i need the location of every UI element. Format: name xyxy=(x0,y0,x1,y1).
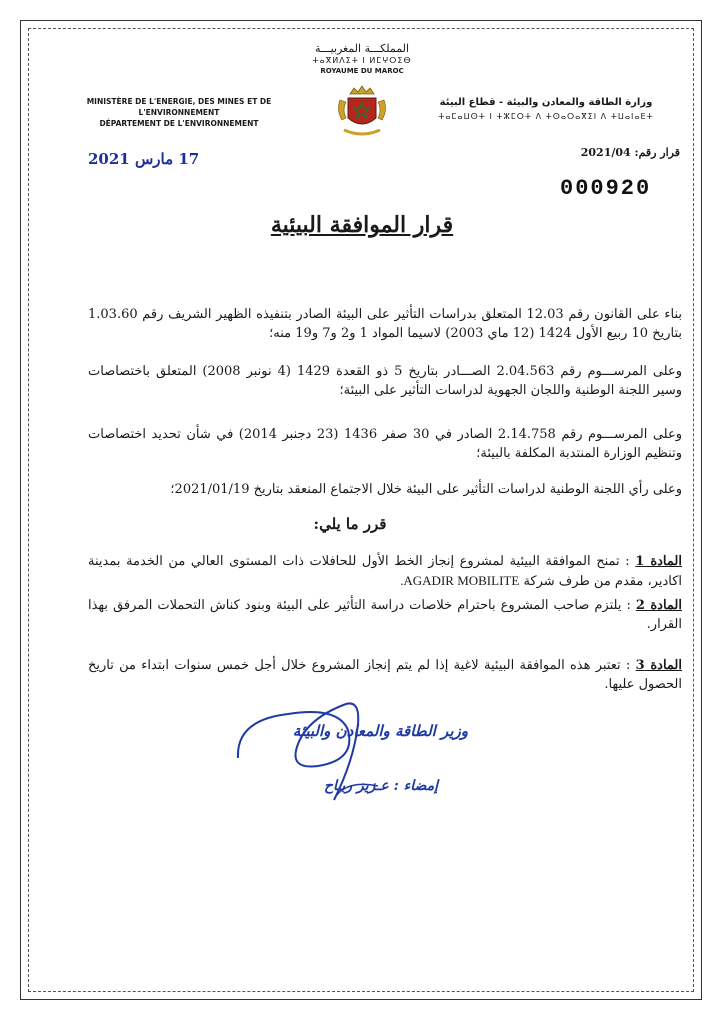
article-2-text: : يلتزم صاحب المشروع باحترام خلاصات دراسة التأثير على البيئة وبنود كناش التحملات المرفق بهذا القرار. xyxy=(88,598,682,632)
signatory-title: وزير الطاقة والمعادن والبيئة xyxy=(292,722,468,740)
article-2 xyxy=(88,596,682,634)
decides-heading: قرر ما يلي: xyxy=(313,515,387,533)
ministry-arabic: وزارة الطاقة والمعادن والبيئة - قطاع البيئة xyxy=(439,97,653,108)
ministry-french-line1: MINISTÈRE DE L'ENERGIE, DES MINES ET DE L'ENVIRONNEMENT xyxy=(86,97,272,117)
article-1-text: : تمنح الموافقة البيئية لمشروع إنجاز الخط الأول للحافلات ذات المستوى العالي من الخدمة بمدينة اكادير، مقدم من طرف شركة xyxy=(88,554,682,589)
paragraph-decree-2: وعلى المرســـوم رقم 2.14.758 الصادر في 30 صفر 1436 (23 دجنبر 2014) في شأن تحديد اختصاصات وتنظيم الوزارة المنتدبة المكلفة بالبيئة؛ xyxy=(88,427,683,461)
article-1 xyxy=(88,552,682,591)
paragraph-decree-1: وعلى المرســـوم رقم 2.04.563 الصـــادر بتاريخ 5 ذو القعدة 1429 (4 نونبر 2008) المتعلق باختصاصات وسير اللجنة الوطنية واللجان الجهوية لدراسات التأثير على البيئة؛ xyxy=(88,364,682,398)
article-3-text: : تعتبر هذه الموافقة البيئية لاغية إذا لم يتم إنجاز المشروع خلال أجل خمس سنوات ابتداء من تاريخ الحصول عليها. xyxy=(88,658,682,692)
stamp-date: 17 مارس 2021 xyxy=(88,150,200,168)
kingdom-french: ROYAUME DU MAROC xyxy=(320,67,404,75)
kingdom-heading xyxy=(300,42,424,76)
article-2-label: المادة 2 xyxy=(635,598,682,613)
article-1-label: المادة 1 xyxy=(635,554,682,569)
signature-block xyxy=(228,700,468,810)
article-3 xyxy=(88,656,682,694)
page-border-inner xyxy=(28,28,694,992)
kingdom-arabic: المملكـــة المغربيـــة xyxy=(315,42,409,55)
paragraph-committee: وعلى رأي اللجنة الوطنية لدراسات التأثير على البيئة خلال الاجتماع المنعقد بتاريخ 2021/01/19؛ xyxy=(170,482,682,497)
serial-number: 000920 xyxy=(560,176,652,201)
document-title: قرار الموافقة البيئية xyxy=(270,212,454,238)
royal-emblem-icon xyxy=(330,84,394,142)
paragraph-law: بناء على القانون رقم 12.03 المتعلق بدراسات التأثير على البيئة الصادر بتنفيذه الظهير الشريف رقم 1.03.60 بتاريخ 10 ربيع الأول 1424 (12 ماي 2003) لاسيما المواد 1 و2 و7 و19 منه؛ xyxy=(88,307,682,341)
decision-number: قرار رقم: 2021/04 xyxy=(580,146,680,159)
ministry-tifinagh: ⵜⴰⵎⴰⵡⵙⵜ ⵏ ⵜⵣⵎⵔⵜ ⴷ ⵜⵙⴰⵔⴰⴳⵉⵏ ⴷ ⵜⵡⴰⵏⴰⴹⵜ xyxy=(438,112,654,121)
company-name: AGADIR MOBILITE. xyxy=(400,573,520,588)
ministry-french-line2: DÉPARTEMENT DE L'ENVIRONNEMENT xyxy=(99,119,259,128)
signatory-name: إمضاء : عـزيز ربـاح xyxy=(323,778,438,794)
article-3-label: المادة 3 xyxy=(635,658,682,673)
kingdom-tifinagh: ⵜⴰⴳⵍⴷⵉⵜ ⵏ ⵍⵎⵖⵔⵉⴱ xyxy=(312,56,412,65)
ministry-french xyxy=(46,96,312,129)
